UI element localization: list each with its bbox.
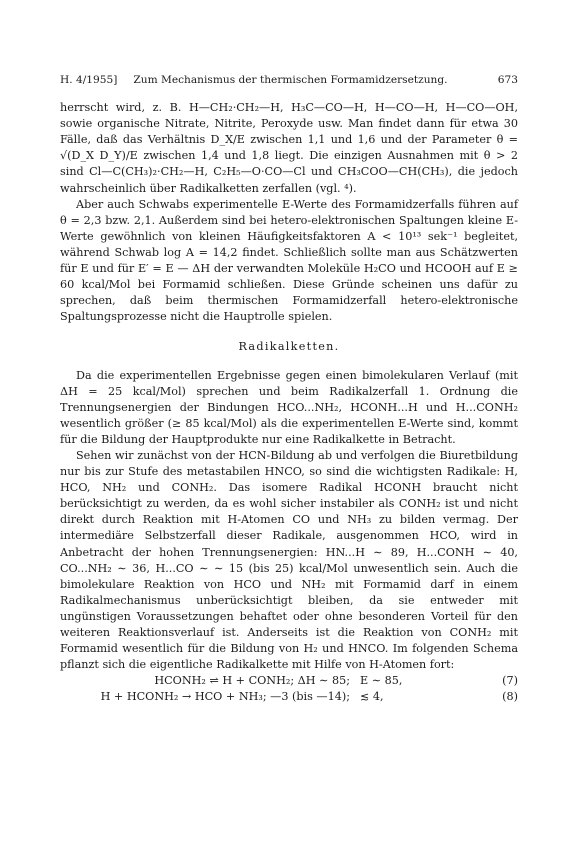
equation-formula: H + HCONH₂ → HCO + NH₃; —3 (bis —14); — [100, 690, 350, 704]
equation-number: (8) — [502, 690, 518, 704]
paragraph: Da die experimentellen Ergebnisse gegen einen bimolekularen Verlauf (mit ΔH = 25 kcal/Mol) sprechen und beim Radikalzerfall 1. Ordnung die Trennungsenergien der Bindungen HCO...NH₂, HCONH...H und H...CONH₂ wesentlich größer (≥ 85 kcal/Mol) als die experimentellen E-Werte sind, kommt für die Bildung der Hauptprodukte nur eine Radikalkette in Betracht. — [60, 368, 518, 446]
equation-row — [60, 673, 518, 689]
equation-energy: ≲ 4, — [360, 690, 384, 704]
paper-page — [60, 72, 518, 705]
running-title: Zum Mechanismus der thermischen Formamidzersetzung. — [133, 74, 448, 86]
section-heading: Radikalketten. — [238, 340, 340, 354]
equation-formula: HCONH₂ ⇌ H + CONH₂; ΔH ∼ 85; — [154, 674, 350, 688]
running-header — [60, 72, 518, 88]
journal-reference: H. 4/1955] — [60, 74, 118, 86]
paragraph: Sehen wir zunächst von der HCN-Bildung ab und verfolgen die Biuretbildung nur bis zur Stufe des metastabilen HNCO, so sind die wichtigsten Radikale: H, HCO, NH₂ und CONH₂. Das isomere Radikal HCONH braucht nicht berücksichtigt zu werden, da es wohl sicher instabiler als CONH₂ ist und nicht direkt durch Reaktion mit H-Atomen CO und NH₃ zu bilden vermag. Der intermediäre Selbstzerfall dieser Radikale, ausgenommen HCO, wird in Anbetracht der hohen Trennungsenergien: HN...H ∼ 89, H...CONH ∼ 40, CO...NH₂ ∼ 36, H...CO ∼ ∼ 15 (bis 25) kcal/Mol unwesentlich sein. Auch die bimolekulare Reaktion von HCO und NH₂ mit Formamid darf in einem Radikalmechanismus unberücksichtigt bleiben, da sie entweder mit ungünstigen Voraussetzungen behaftet oder ohne besonderen Vorteil für den weiteren Reaktionsverlauf ist. Anderseits ist die Reaktion von CONH₂ mit Formamid wesentlich für die Bildung von H₂ und HNCO. Im folgenden Schema pflanzt sich die eigentliche Radikalkette mit Hilfe von H-Atomen fort: — [60, 448, 518, 672]
paragraph: herrscht wird, z. B. H—CH₂·CH₂—H, H₃C—CO—H, H—CO—H, H—CO—OH, sowie organische Nitrate, Nitrite, Peroxyde usw. Man findet dann für etwa 30 Fälle, daß das Verhältnis D_X/E zwischen 1,1 und 1,6 und der Parameter θ = √(D_X D_Y)/E zwischen 1,4 und 1,8 liegt. Die einzigen Ausnahmen mit θ > 2 sind Cl—C(CH₃)₂·CH₂—H, C₂H₅—O·CO—Cl und CH₃COO—CH(CH₃), die jedoch wahrscheinlich über Radikalketten zerfallen (vgl. ⁴). — [60, 101, 518, 195]
equation-row — [60, 689, 518, 705]
page-number: 673 — [497, 74, 518, 86]
paragraph: Aber auch Schwabs experimentelle E-Werte des Formamidzerfalls führen auf θ = 2,3 bzw. 2,1. Außerdem sind bei hetero-elektronischen Spaltungen kleine E-Werte gewöhnlich von kleinen Häufigkeitsfaktoren A < 10¹³ sek⁻¹ begleitet, während Schwab log A = 14,2 findet. Schließlich sollte man aus Schätzwerten für E und für E′ = E — ΔH der verwandten Moleküle H₂CO und HCOOH auf E ≥ 60 kcal/Mol bei Formamid schließen. Diese Gründe scheinen uns dafür zu sprechen, daß beim thermischen Formamidzerfall hetero-elektronische Spaltungsprozesse nicht die Hauptrolle spielen. — [60, 197, 518, 324]
equation-number: (7) — [502, 674, 518, 688]
equation-energy: E ∼ 85, — [360, 674, 403, 688]
